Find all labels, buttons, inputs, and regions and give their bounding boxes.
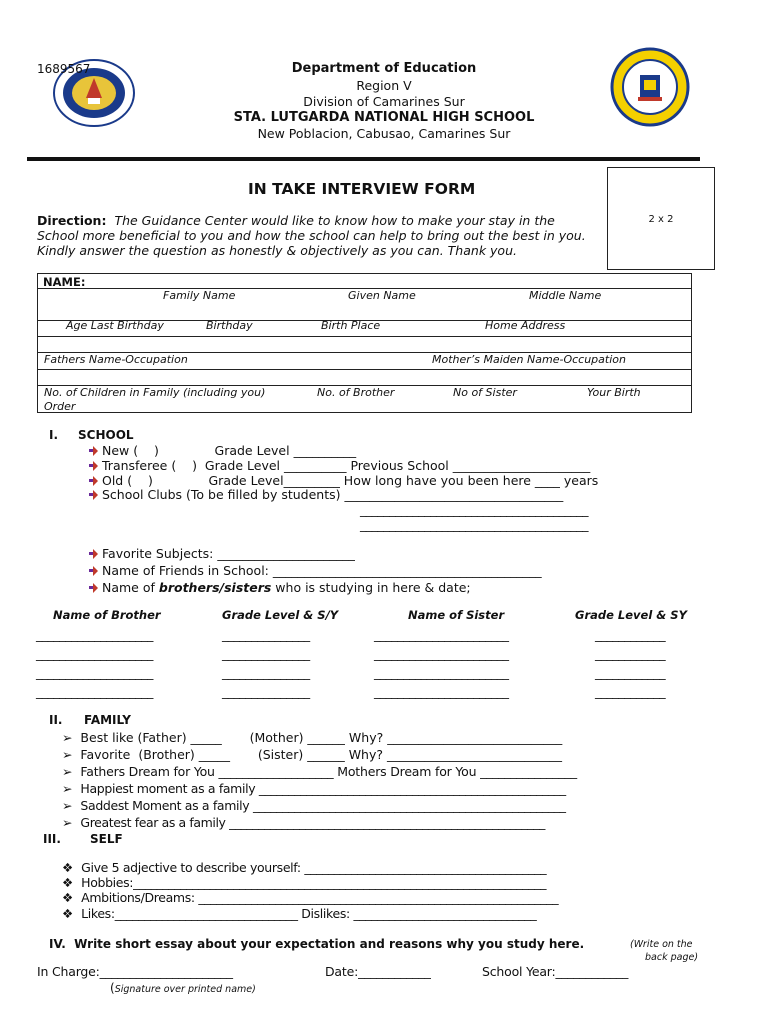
section-self-heading: SELF <box>90 832 123 846</box>
photo-box-label: 2 x 2 <box>648 214 674 225</box>
header-division: Division of Camarines Sur <box>303 94 465 109</box>
family-item-best-like: ➢ Best like (Father) _____ (Mother) ______ Why? ____________________________ <box>62 730 563 745</box>
header-department: Department of Education <box>291 61 477 76</box>
section-school-number: I. <box>49 428 59 442</box>
clubs-line-2: _______________________________________ <box>360 502 589 517</box>
essay-note-1: (Write on the <box>630 939 693 950</box>
self-item-ambitions: ❖ Ambitions/Dreams: _____________________________________________________________ <box>62 890 559 905</box>
school-year-field: School Year:____________ <box>482 964 629 979</box>
label-middle-name: Middle Name <box>529 289 602 302</box>
section-self-number: III. <box>43 832 61 846</box>
direction-line1 <box>37 213 555 228</box>
essay-note-2: back page) <box>645 952 699 963</box>
label-no-children: No. of Children in Family (including you) <box>44 386 266 399</box>
in-charge-field: In Charge:______________________ <box>37 964 233 979</box>
self-item-adjectives: ❖ Give 5 adjective to describe yourself: _________________________________________ <box>62 860 547 875</box>
school-item-old: Old ( ) Grade Level_________ How long have you been here ____ years <box>88 473 598 488</box>
header-region: Region V <box>356 78 412 93</box>
arrow-bullet-icon: ➢ <box>62 730 81 745</box>
pointing-hand-icon <box>88 446 98 456</box>
label-family-name: Family Name <box>163 289 236 302</box>
label-no-brother: No. of Brother <box>317 386 395 399</box>
label-age: Age Last Birthday <box>66 319 164 332</box>
form-title: IN TAKE INTERVIEW FORM <box>248 180 476 198</box>
school-item-friends: Name of Friends in School: ___________________________________________ <box>88 563 542 578</box>
diamond-bullet-icon: ❖ <box>62 860 82 875</box>
school-item-transferee: Transferee ( ) Grade Level __________ Previous School ______________________ <box>88 458 590 473</box>
header-divider <box>27 157 700 161</box>
label-no-sister: No of Sister <box>453 386 517 399</box>
name-label: NAME: <box>43 275 86 289</box>
school-item-new: New ( ) Grade Level __________ <box>88 443 356 458</box>
family-item-happiest: ➢ Happiest moment as a family ____________________________________________________ <box>62 781 566 796</box>
arrow-bullet-icon: ➢ <box>62 747 81 762</box>
header-address: New Poblacion, Cabusao, Camarines Sur <box>257 126 511 141</box>
signature-note: (Signature over printed name) <box>110 981 256 995</box>
direction-label: Direction: <box>37 213 107 228</box>
pointing-hand-icon <box>88 476 98 486</box>
section-essay-heading: IV. Write short essay about your expectation and reasons why you study here. <box>49 937 585 951</box>
label-birth-order: Your Birth <box>587 386 641 399</box>
document-number: 1689567 <box>37 62 91 76</box>
family-item-favorite: ➢ Favorite (Brother) _____ (Sister) ______ Why? ____________________________ <box>62 747 562 762</box>
section-family-number: II. <box>49 713 63 727</box>
pointing-hand-icon <box>88 461 98 471</box>
diamond-bullet-icon: ❖ <box>62 906 82 921</box>
section-family-heading: FAMILY <box>84 713 131 727</box>
family-item-saddest: ➢ Saddest Moment as a family _____________________________________________________ <box>62 798 566 813</box>
family-item-greatest-fear: ➢ Greatest fear as a family ______________________________________________________ <box>62 815 545 830</box>
school-seal-logo <box>610 47 690 127</box>
direction-line3: Kindly answer the question as honestly & objectively as you can. Thank you. <box>37 243 517 258</box>
arrow-bullet-icon: ➢ <box>62 764 81 779</box>
photo-box <box>607 167 715 270</box>
label-birth-place: Birth Place <box>321 319 381 332</box>
date-field: Date:____________ <box>325 964 431 979</box>
label-birthday: Birthday <box>206 319 253 332</box>
col-name-of-brother: Name of Brother <box>53 608 161 622</box>
direction-line2: School more beneficial to you and how the school can help to bring out the best in you. <box>37 228 586 243</box>
label-father: Fathers Name-Occupation <box>44 353 188 366</box>
arrow-bullet-icon: ➢ <box>62 798 81 813</box>
clubs-line-3: _______________________________________ <box>360 517 589 532</box>
family-item-dreams: ➢ Fathers Dream for You ___________________ Mothers Dream for You ________________ <box>62 764 577 779</box>
self-item-hobbies: ❖ Hobbies:______________________________________________________________________ <box>62 875 547 890</box>
col-name-of-sister: Name of Sister <box>408 608 505 622</box>
self-item-likes: ❖ Likes:_______________________________ Dislikes: _______________________________ <box>62 906 537 921</box>
arrow-bullet-icon: ➢ <box>62 781 81 796</box>
pointing-hand-icon <box>88 583 98 593</box>
label-mother: Mother’s Maiden Name-Occupation <box>432 353 626 366</box>
label-order: Order <box>44 400 76 413</box>
label-given-name: Given Name <box>348 289 416 302</box>
pointing-hand-icon <box>88 566 98 576</box>
label-home-address: Home Address <box>485 319 566 332</box>
pointing-hand-icon <box>88 549 98 559</box>
arrow-bullet-icon: ➢ <box>62 815 81 830</box>
section-school-heading: SCHOOL <box>78 428 134 442</box>
direction-text-1: The Guidance Center would like to know how to make your stay in the <box>114 213 555 228</box>
school-item-clubs: School Clubs (To be filled by students) ___________________________________ <box>88 487 563 502</box>
school-item-subjects: Favorite Subjects: ______________________ <box>88 546 355 561</box>
diamond-bullet-icon: ❖ <box>62 875 82 890</box>
header-school-name: STA. LUTGARDA NATIONAL HIGH SCHOOL <box>233 110 535 125</box>
diamond-bullet-icon: ❖ <box>62 890 82 905</box>
col-grade-level-sy-2: Grade Level & SY <box>575 608 687 622</box>
school-item-siblings: Name of brothers/sisters who is studying in here & date; <box>88 580 471 595</box>
pointing-hand-icon <box>88 490 98 500</box>
col-grade-level-sy-1: Grade Level & S/Y <box>222 608 339 622</box>
